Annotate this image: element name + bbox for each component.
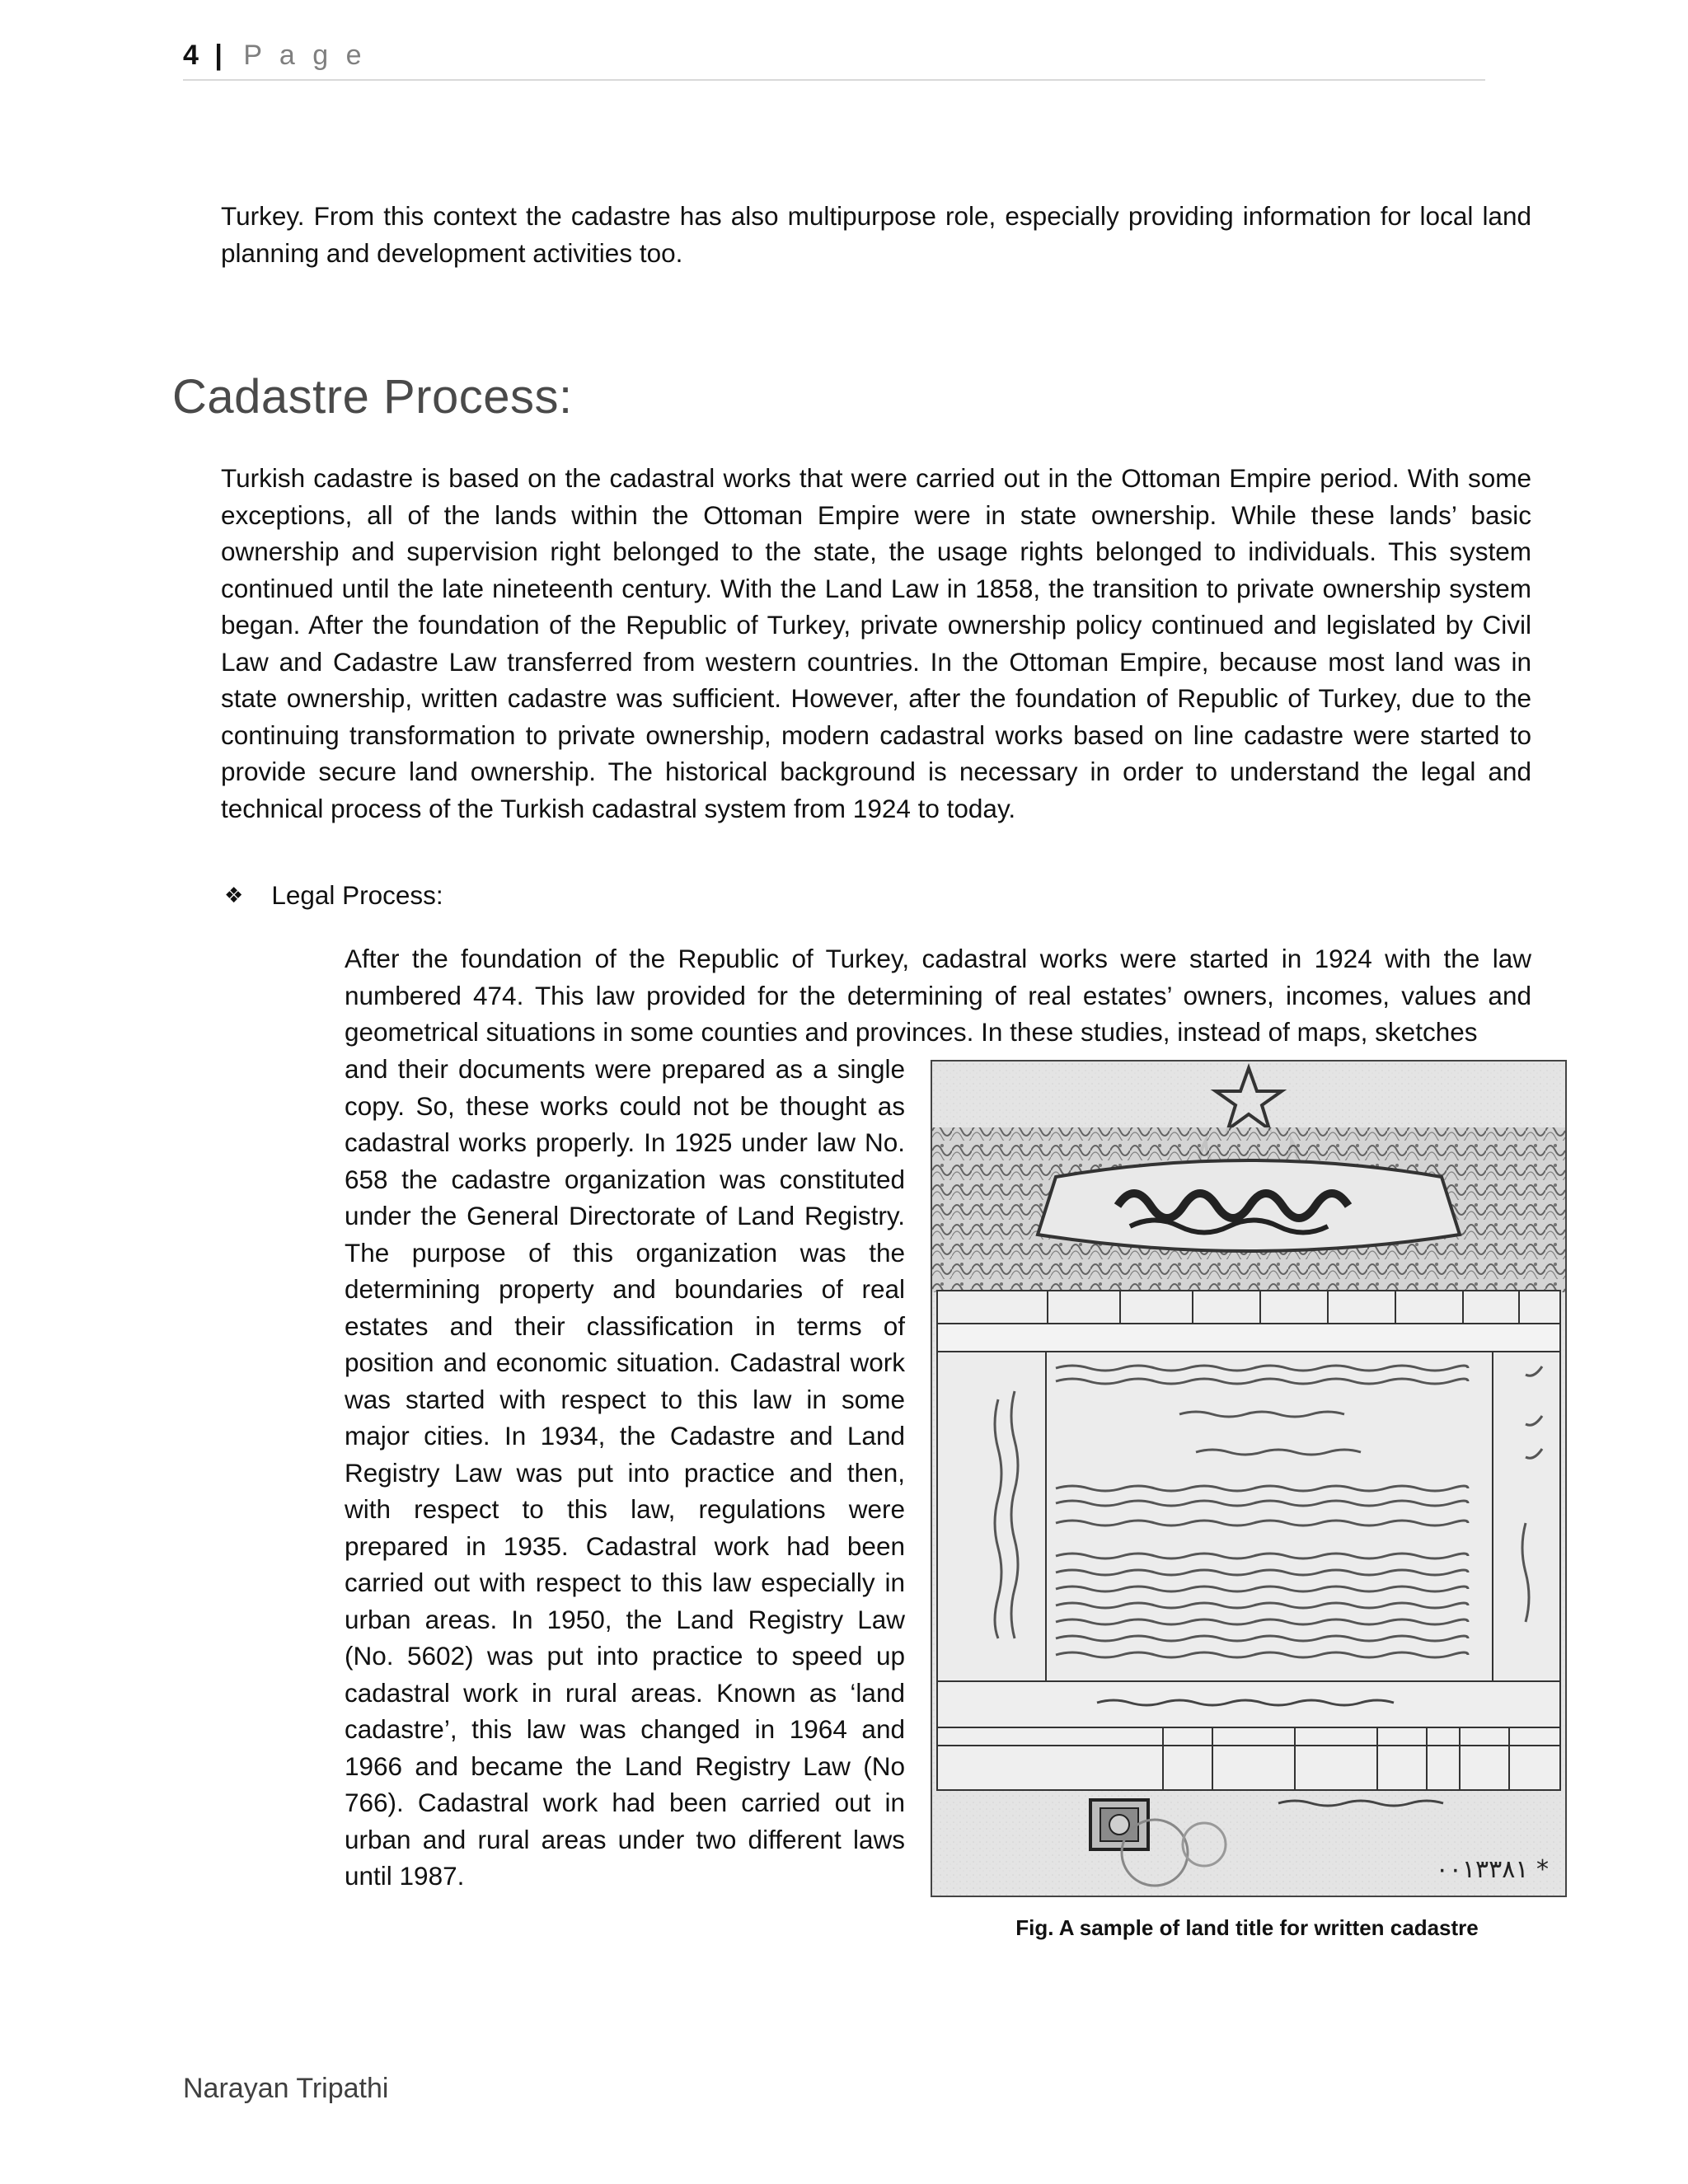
figure-serial-number: ٠٠١٣٣٨١ * [1435, 1855, 1549, 1884]
footer-author: Narayan Tripathi [183, 2073, 389, 2104]
figure-caption: Fig. A sample of land title for written cadastre [1015, 1915, 1479, 1940]
page-header [183, 40, 1485, 81]
bullet-label: Legal Process: [271, 880, 443, 910]
legal-process-paragraph-top: After the foundation of the Republic of Turkey, cadastral works were started in 1924 with the law numbered 474. This law provided for the determining of real estates’ owners, incomes, values and geometrical situations in some counties and provinces. In these studies, instead of maps, sketches [345, 944, 1531, 1047]
page-label: P a g e [243, 40, 367, 71]
bullet-item-legal-process [224, 880, 443, 911]
page-number: 4 [183, 40, 200, 71]
section-heading: Cadastre Process: [172, 370, 573, 424]
diamond-bullet-icon: ❖ [224, 883, 244, 908]
land-title-figure [931, 1060, 1567, 1897]
main-paragraph: Turkish cadastre is based on the cadastral works that were carried out in the Ottoman Empire period. With some exceptions, all of the lands within the Ottoman Empire were in state ownership. While these lands’ basic ownership and supervision right belonged to the state, the usage rights belonged to individuals. This system continued until the late nineteenth century. With the Land Law in 1858, the transition to private ownership system began. After the foundation of the Republic of Turkey, private ownership policy continued and legislated by Civil Law and Cadastre Law transferred from western countries. In the Ottoman Empire, because most land was in state ownership, written cadastre was sufficient. However, after the foundation of Republic of Turkey, due to the continuing transformation to private ownership, modern cadastral works based on line cadastre were started to provide secure land ownership. The historical background is necessary in order to understand the legal and technical process of the Turkish cadastral system from 1924 to today. [221, 463, 1531, 823]
intro-paragraph: Turkey. From this context the cadastre has also multipurpose role, especially providing information for local land planning and development activities too. [221, 201, 1531, 268]
header-separator: | [214, 40, 224, 71]
land-title-document-image [932, 1062, 1565, 1896]
legal-process-paragraph-column: and their documents were prepared as a single copy. So, these works could not be thought as cadastral works properly. In 1925 under law No. 658 the cadastre organization was constituted under the General Directorate of Land Registry. The purpose of this organization was the determining property and boundaries of real estates and their classification in terms of position and economic situation. Cadastral work was started with respect to this law in some major cities. In 1934, the Cadastre and Land Registry Law was put into practice and then, with respect to this law, regulations were prepared in 1935. Cadastral work had been carried out with respect to this law especially in urban areas. In 1950, the Land Registry Law (No. 5602) was put into practice to speed up cadastral work in rural areas. Known as ‘land cadastre’, this law was changed in 1964 and 1966 and became the Land Registry Law (No 766). Cadastral work had been carried out in urban and rural areas under two different laws until 1987. [345, 1054, 905, 1891]
